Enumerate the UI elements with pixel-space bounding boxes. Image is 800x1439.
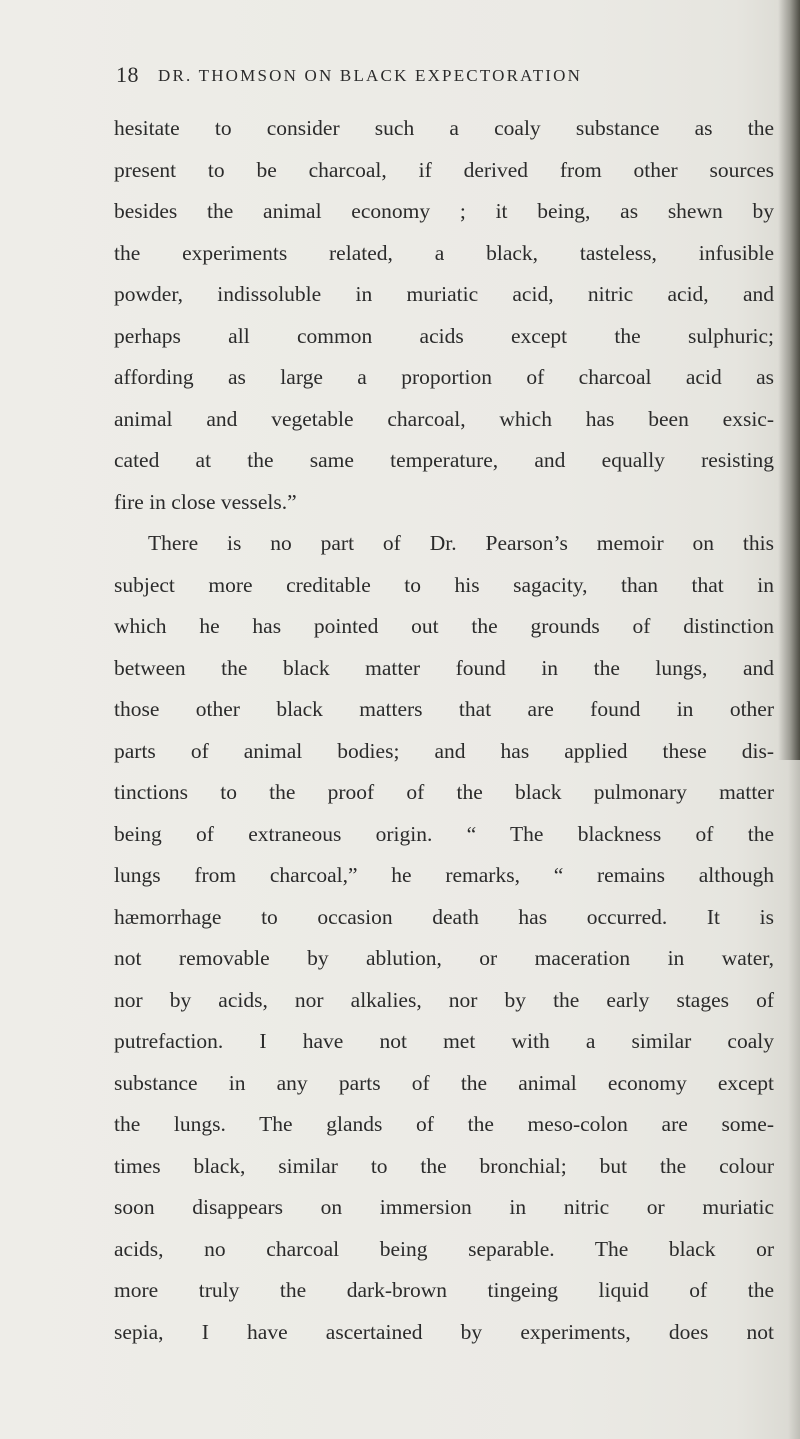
text-line: more truly the dark-brown tingeing liquid of the <box>114 1278 774 1302</box>
text-line: being of extraneous origin. “ The blackness of the <box>114 821 774 846</box>
paragraph-start-line: There is no part of Dr. Pearson’s memoir on this <box>148 531 774 555</box>
text-line: tinctions to the proof of the black pulmonary matter <box>114 780 774 804</box>
text-line: those other black matters that are found in other <box>114 697 774 721</box>
page-number: 18 <box>116 62 139 87</box>
text-line: powder, indissoluble in muriatic acid, nitric acid, and <box>114 282 774 306</box>
text-line: hæmorrhage to occasion death has occurred. It is <box>114 904 774 929</box>
text-line: present to be charcoal, if derived from other sources <box>114 157 774 182</box>
text-line: not removable by ablution, or maceration in water, <box>114 946 774 970</box>
text-line: acids, no charcoal being separable. The black or <box>114 1236 774 1261</box>
text-line: hesitate to consider such a coaly substance as the <box>114 116 774 140</box>
text-line: fire in close vessels.” <box>114 489 297 514</box>
text-line: between the black matter found in the lungs, and <box>114 655 774 680</box>
running-head: DR. THOMSON ON BLACK EXPECTORATION <box>158 66 583 85</box>
text-line: soon disappears on immersion in nitric or muriatic <box>114 1195 774 1219</box>
text-line: substance in any parts of the animal economy except <box>114 1070 774 1095</box>
text-line: perhaps all common acids except the sulphuric; <box>114 323 774 348</box>
page-header <box>116 62 736 102</box>
text-line: affording as large a proportion of charcoal acid as <box>114 365 774 389</box>
text-line: which he has pointed out the grounds of distinction <box>114 614 774 638</box>
text-line: parts of animal bodies; and has applied these dis- <box>114 738 774 763</box>
text-line: sepia, I have ascertained by experiments, does not <box>114 1319 774 1344</box>
text-line: besides the animal economy ; it being, as shewn by <box>114 199 774 223</box>
text-line: subject more creditable to his sagacity, than that in <box>114 572 774 597</box>
text-line: lungs from charcoal,” he remarks, “ remains although <box>114 863 774 887</box>
text-line: the experiments related, a black, tasteless, infusible <box>114 240 774 265</box>
page-edge-shadow <box>778 0 800 760</box>
text-line: putrefaction. I have not met with a similar coaly <box>114 1029 774 1053</box>
body-text <box>114 108 774 1353</box>
text-line: nor by acids, nor alkalies, nor by the early stages of <box>114 987 774 1012</box>
text-line: animal and vegetable charcoal, which has been exsic- <box>114 406 774 431</box>
text-line: cated at the same temperature, and equally resisting <box>114 448 774 472</box>
page-edge-shadow-lower <box>788 760 800 1439</box>
text-line: times black, similar to the bronchial; but the colour <box>114 1153 774 1178</box>
text-line: the lungs. The glands of the meso-colon are some- <box>114 1112 774 1136</box>
